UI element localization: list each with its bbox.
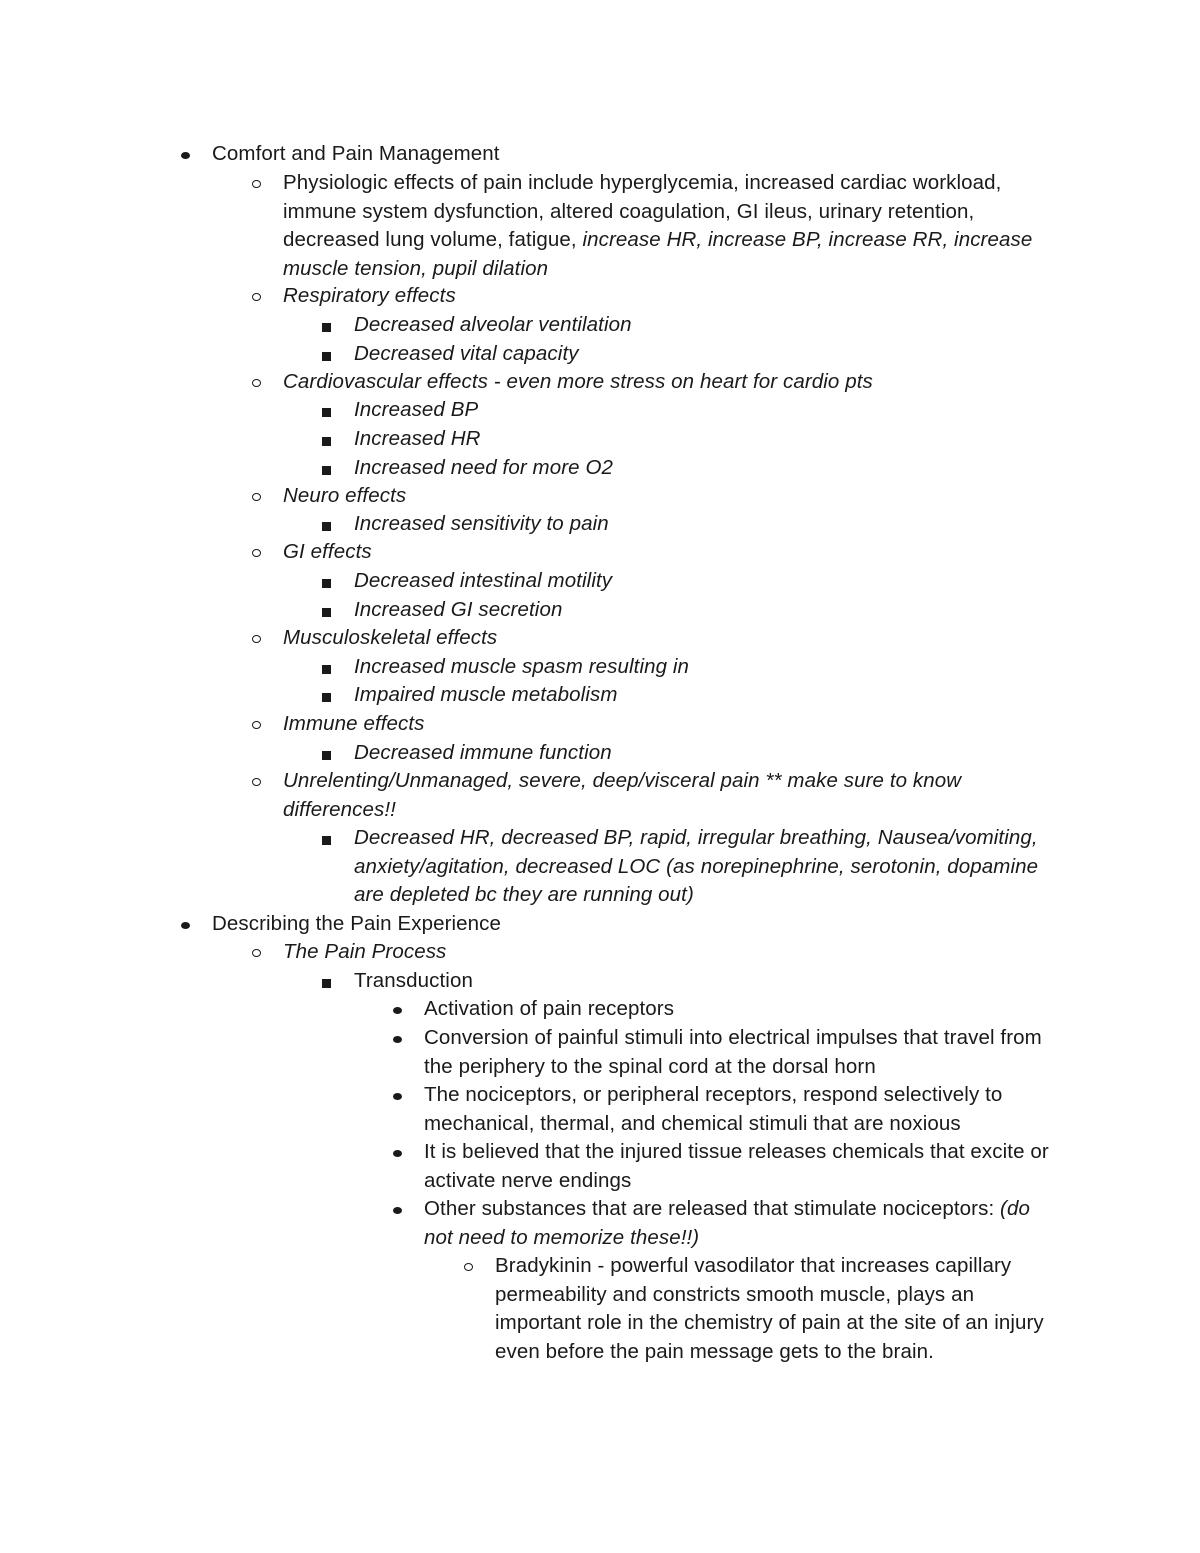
list-item-text: Increased muscle spasm resulting in [354,655,690,678]
circle-bullet-icon [248,169,268,198]
other-substances-text [424,1195,1064,1252]
disc-bullet-icon [177,910,197,939]
list-item [354,596,1054,625]
list-item-text: Decreased intestinal motility [354,569,613,592]
list-item [424,995,1064,1024]
immune-label: Immune effects [283,712,425,735]
list-item-respiratory [283,282,1043,311]
circle-bullet-icon [248,767,268,796]
list-item-text: Increased need for more O2 [354,456,613,479]
square-bullet-icon [319,454,339,483]
square-bullet-icon [319,967,339,996]
square-bullet-icon [319,510,339,539]
list-item [424,1138,1064,1195]
list-item [424,1024,1064,1081]
circle-bullet-icon [248,282,268,311]
square-bullet-icon [319,311,339,340]
disc-bullet-icon [389,1081,409,1110]
list-item-text: It is believed that the injured tissue releases chemicals that excite or activate nerve endings [424,1140,1049,1192]
list-item-text: Decreased HR, decreased BP, rapid, irregular breathing, Nausea/vomiting, anxiety/agitation, decreased LOC (as norepinephrine, serotonin, dopamine are depleted bc they are running out) [354,826,1039,906]
list-item-text: Increased sensitivity to pain [354,512,609,535]
bradykinin-text: Bradykinin - powerful vasodilator that increases capillary permeability and constricts smooth muscle, plays an important role in the chemistry of pain at the site of an injury even before the pain message gets to the brain. [495,1254,1044,1363]
list-item-neuro [283,482,1043,511]
list-item-text: Decreased vital capacity [354,342,579,365]
heading-text: Describing the Pain Experience [212,912,502,935]
list-item-pain-process [283,938,1043,967]
list-item-text: Impaired muscle metabolism [354,683,618,706]
list-item [354,739,1054,768]
disc-bullet-icon [389,995,409,1024]
square-bullet-icon [319,681,339,710]
list-item [354,396,1054,425]
disc-bullet-icon [389,1138,409,1167]
list-item-text: Increased GI secretion [354,598,563,621]
list-item-text: Decreased immune function [354,741,612,764]
circle-bullet-icon [248,710,268,739]
list-item [354,824,1054,910]
square-bullet-icon [319,824,339,853]
list-item-gi [283,538,1043,567]
heading-text: Comfort and Pain Management [212,142,500,165]
list-item [354,425,1054,454]
disc-bullet-icon [389,1195,409,1224]
circle-bullet-icon [460,1252,480,1281]
section-heading-describing [212,910,1112,939]
list-item-musculoskeletal [283,624,1043,653]
circle-bullet-icon [248,938,268,967]
square-bullet-icon [319,340,339,369]
other-italic: (do not need to memorize these!!) [424,1197,1030,1249]
list-item-text: Increased HR [354,427,481,450]
circle-bullet-icon [248,624,268,653]
list-item-text: Increased BP [354,398,479,421]
list-item-bradykinin [495,1252,1055,1366]
other-plain: Other substances that are released that stimulate nociceptors: [424,1197,1001,1220]
circle-bullet-icon [248,538,268,567]
list-item [354,653,1054,682]
physiologic-text [283,169,1043,283]
list-item [354,567,1054,596]
square-bullet-icon [319,653,339,682]
square-bullet-icon [319,739,339,768]
list-item-text: Decreased alveolar ventilation [354,313,632,336]
list-item-other-substances [424,1195,1064,1252]
list-item [354,311,1054,340]
list-item-cardiovascular [283,368,1043,397]
section-heading-comfort [212,140,1112,169]
list-item [424,1081,1064,1138]
circle-bullet-icon [248,482,268,511]
musculo-label: Musculoskeletal effects [283,626,498,649]
list-item-unrelenting [283,767,1013,824]
disc-bullet-icon [389,1024,409,1053]
transduction-label: Transduction [354,969,473,992]
list-item-text: Conversion of painful stimuli into electrical impulses that travel from the periphery to the spinal cord at the dorsal horn [424,1026,1042,1078]
square-bullet-icon [319,567,339,596]
list-item-text: The nociceptors, or peripheral receptors, respond selectively to mechanical, thermal, and chemical stimuli that are noxious [424,1083,1003,1135]
neuro-label: Neuro effects [283,484,407,507]
respiratory-label: Respiratory effects [283,284,456,307]
pain-process-label: The Pain Process [283,940,447,963]
list-item-transduction [354,967,1054,996]
list-item-physiologic [283,169,1043,283]
list-item [354,454,1054,483]
list-item [354,510,1054,539]
cardio-label: Cardiovascular effects - even more stress on heart for cardio pts [283,370,873,393]
square-bullet-icon [319,425,339,454]
physiologic-plain: Physiologic effects of pain include hyperglycemia, increased cardiac workload, immune system dysfunction, altered coagulation, GI ileus, urinary retention, decreased lung volume, fatigue, [283,171,1002,251]
list-item-immune [283,710,1043,739]
circle-bullet-icon [248,368,268,397]
disc-bullet-icon [177,140,197,169]
list-item [354,681,1054,710]
list-item-text: Activation of pain receptors [424,997,675,1020]
list-item [354,340,1054,369]
square-bullet-icon [319,396,339,425]
gi-label: GI effects [283,540,372,563]
square-bullet-icon [319,596,339,625]
physiologic-italic: increase HR, increase BP, increase RR, increase muscle tension, pupil dilation [283,228,1033,280]
unrelenting-label: Unrelenting/Unmanaged, severe, deep/visceral pain ** make sure to know differences!! [283,769,962,821]
